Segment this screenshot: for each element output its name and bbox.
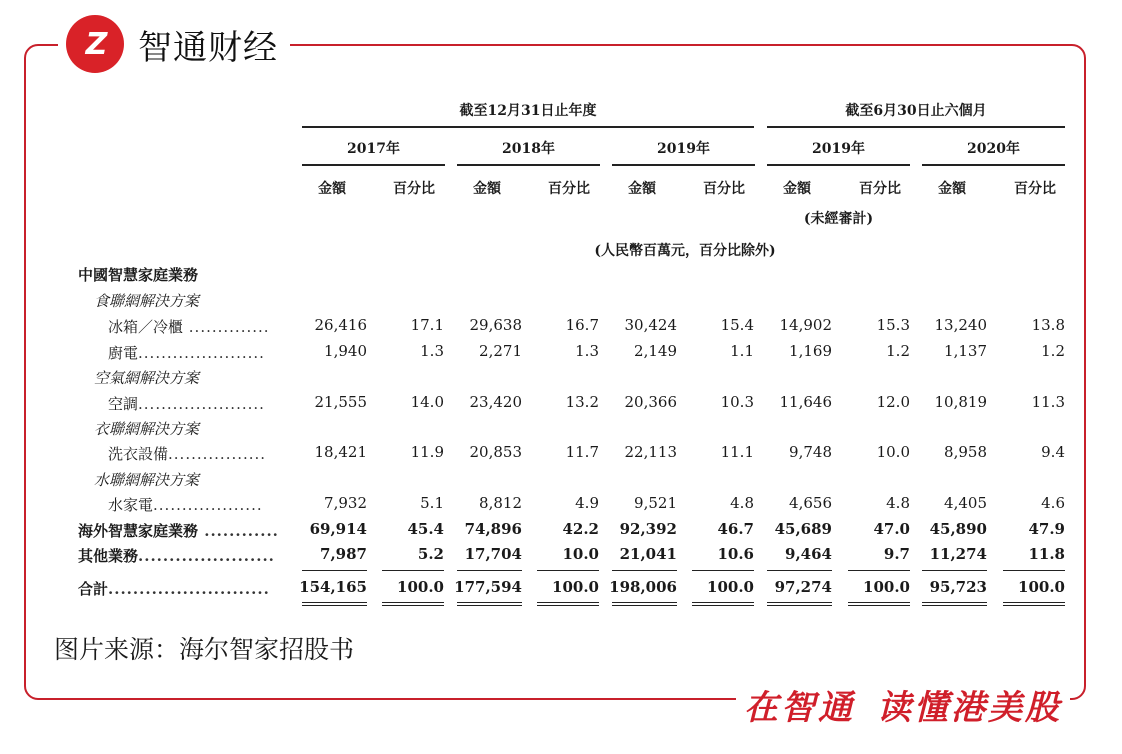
total-double-rule xyxy=(302,605,367,606)
total-rule xyxy=(612,602,677,603)
table-row xyxy=(78,443,1078,467)
row-label: 空氣網解決方案 xyxy=(94,369,200,387)
percent-header: 百分比 xyxy=(1014,181,1056,197)
amount-cell: 45,689 xyxy=(774,520,832,538)
table-row xyxy=(78,316,1078,340)
amount-cell: 29,638 xyxy=(469,316,522,334)
unaudited-note: (未經審計) xyxy=(803,211,874,227)
total-rule xyxy=(382,570,444,571)
total-double-rule xyxy=(382,605,444,606)
percent-cell: 13.2 xyxy=(565,393,599,411)
percent-cell: 11.7 xyxy=(565,443,599,461)
amount-cell: 23,420 xyxy=(469,393,522,411)
percent-cell: 10.3 xyxy=(720,393,754,411)
leader-dots: ................... xyxy=(153,496,263,514)
percent-cell: 4.8 xyxy=(886,494,910,512)
percent-cell: 11.3 xyxy=(1031,393,1065,411)
percent-cell: 100.0 xyxy=(1018,578,1065,596)
percent-cell: 9.7 xyxy=(883,545,910,563)
percent-cell: 16.7 xyxy=(565,316,599,334)
year-header: 2018年 xyxy=(502,141,555,157)
percent-cell: 15.3 xyxy=(876,316,910,334)
amount-cell: 69,914 xyxy=(309,520,367,538)
total-double-rule xyxy=(848,605,910,606)
percent-cell: 4.6 xyxy=(1041,494,1065,512)
total-rule xyxy=(382,602,444,603)
slogan xyxy=(736,680,1070,729)
amount-cell: 18,421 xyxy=(314,443,367,461)
row-label: 冰箱／冷櫃 .............. xyxy=(108,318,270,336)
amount-cell: 92,392 xyxy=(619,520,677,538)
total-double-rule xyxy=(922,605,987,606)
total-rule xyxy=(612,570,677,571)
percent-cell: 5.2 xyxy=(417,545,444,563)
percent-cell: 11.9 xyxy=(410,443,444,461)
row-label: 廚電...................... xyxy=(108,344,265,362)
header-rule-half xyxy=(767,126,1065,128)
table-row xyxy=(78,578,1078,602)
total-rule xyxy=(922,570,987,571)
total-double-rule xyxy=(1003,605,1065,606)
row-label: 水家電................... xyxy=(108,496,263,514)
amount-cell: 8,812 xyxy=(479,494,522,512)
header-group-half: 截至6月30日止六個月 xyxy=(845,103,987,119)
amount-cell: 1,940 xyxy=(324,342,367,360)
amount-cell: 10,819 xyxy=(934,393,987,411)
percent-cell: 10.0 xyxy=(876,443,910,461)
leader-dots: .......................... xyxy=(108,580,270,598)
percent-cell: 11.8 xyxy=(1028,545,1065,563)
total-double-rule xyxy=(767,605,832,606)
year-header-rule xyxy=(457,164,600,166)
year-header: 2020年 xyxy=(967,141,1020,157)
amount-cell: 13,240 xyxy=(934,316,987,334)
percent-cell: 12.0 xyxy=(876,393,910,411)
total-rule xyxy=(848,570,910,571)
percent-cell: 1.2 xyxy=(1041,342,1065,360)
percent-cell: 10.6 xyxy=(717,545,754,563)
leader-dots: .............. xyxy=(183,318,270,336)
amount-header: 金額 xyxy=(783,181,811,197)
amount-cell: 9,464 xyxy=(785,545,832,563)
row-label: 食聯網解決方案 xyxy=(94,292,200,310)
total-rule xyxy=(767,570,832,571)
total-rule xyxy=(922,602,987,603)
amount-cell: 9,521 xyxy=(634,494,677,512)
percent-cell: 1.3 xyxy=(420,342,444,360)
total-rule xyxy=(537,602,599,603)
year-header-rule xyxy=(767,164,910,166)
amount-cell: 14,902 xyxy=(779,316,832,334)
amount-cell: 74,896 xyxy=(464,520,522,538)
amount-cell: 26,416 xyxy=(314,316,367,334)
leader-dots: ...................... xyxy=(138,344,265,362)
percent-cell: 1.2 xyxy=(886,342,910,360)
total-rule xyxy=(767,602,832,603)
total-rule xyxy=(457,602,522,603)
row-label: 中國智慧家庭業務 xyxy=(78,266,199,284)
amount-cell: 20,853 xyxy=(469,443,522,461)
amount-cell: 30,424 xyxy=(624,316,677,334)
total-double-rule xyxy=(612,605,677,606)
percent-cell: 45.4 xyxy=(407,520,444,538)
amount-header: 金額 xyxy=(938,181,966,197)
percent-cell: 100.0 xyxy=(707,578,754,596)
total-rule xyxy=(457,570,522,571)
percent-cell: 1.3 xyxy=(575,342,599,360)
table-row xyxy=(78,342,1078,366)
year-header-rule xyxy=(612,164,755,166)
table-row xyxy=(78,494,1078,518)
amount-cell: 4,405 xyxy=(944,494,987,512)
amount-cell: 11,646 xyxy=(779,393,832,411)
year-header: 2019年 xyxy=(812,141,865,157)
table-row xyxy=(78,367,1078,391)
row-label: 衣聯網解決方案 xyxy=(94,420,200,438)
percent-cell: 100.0 xyxy=(397,578,444,596)
table-row xyxy=(78,264,1078,288)
percent-cell: 100.0 xyxy=(863,578,910,596)
leader-dots: ...................... xyxy=(138,547,275,565)
total-rule xyxy=(1003,602,1065,603)
amount-cell: 95,723 xyxy=(929,578,987,596)
percent-cell: 9.4 xyxy=(1041,443,1065,461)
row-label: 空調...................... xyxy=(108,395,265,413)
year-header: 2017年 xyxy=(347,141,400,157)
year-header-rule xyxy=(922,164,1065,166)
percent-cell: 11.1 xyxy=(720,443,754,461)
year-header: 2019年 xyxy=(657,141,710,157)
slogan-part2: 读懂港美股 xyxy=(877,688,1062,728)
total-rule xyxy=(302,570,367,571)
percent-cell: 4.9 xyxy=(575,494,599,512)
percent-header: 百分比 xyxy=(703,181,745,197)
amount-cell: 7,987 xyxy=(320,545,367,563)
brand-header xyxy=(58,6,290,82)
slogan-part1: 在智通 xyxy=(744,688,855,728)
percent-header: 百分比 xyxy=(548,181,590,197)
total-double-rule xyxy=(457,605,522,606)
percent-cell: 100.0 xyxy=(552,578,599,596)
amount-cell: 11,274 xyxy=(929,545,987,563)
amount-cell: 97,274 xyxy=(774,578,832,596)
leader-dots: ...................... xyxy=(138,395,265,413)
table-row xyxy=(78,418,1078,442)
amount-cell: 21,555 xyxy=(314,393,367,411)
row-label: 水聯網解決方案 xyxy=(94,471,200,489)
total-rule xyxy=(1003,570,1065,571)
row-label: 海外智慧家庭業務 ............ xyxy=(78,522,279,540)
amount-cell: 17,704 xyxy=(464,545,522,563)
table-row xyxy=(78,545,1078,569)
total-rule xyxy=(692,602,754,603)
percent-cell: 46.7 xyxy=(717,520,754,538)
leader-dots: ................. xyxy=(168,445,267,463)
source-caption: 图片来源：海尔智家招股书 xyxy=(54,635,355,664)
total-double-rule xyxy=(692,605,754,606)
percent-cell: 47.9 xyxy=(1028,520,1065,538)
amount-cell: 22,113 xyxy=(624,443,677,461)
total-rule xyxy=(302,602,367,603)
amount-cell: 177,594 xyxy=(454,578,522,596)
amount-cell: 154,165 xyxy=(299,578,367,596)
total-double-rule xyxy=(537,605,599,606)
amount-cell: 45,890 xyxy=(929,520,987,538)
table-row xyxy=(78,393,1078,417)
zhitong-logo-icon: Z xyxy=(66,15,124,73)
amount-cell: 2,271 xyxy=(479,342,522,360)
amount-cell: 198,006 xyxy=(609,578,677,596)
header-group-year: 截至12月31日止年度 xyxy=(459,103,597,119)
amount-cell: 9,748 xyxy=(789,443,832,461)
brand-name: 智通财经 xyxy=(138,27,278,68)
amount-cell: 20,366 xyxy=(624,393,677,411)
percent-cell: 42.2 xyxy=(562,520,599,538)
percent-cell: 1.1 xyxy=(730,342,754,360)
percent-cell: 47.0 xyxy=(873,520,910,538)
row-label: 合計.......................... xyxy=(78,580,270,598)
total-rule xyxy=(692,570,754,571)
unit-note: (人民幣百萬元，百分比除外) xyxy=(594,243,776,259)
amount-header: 金額 xyxy=(473,181,501,197)
percent-cell: 17.1 xyxy=(410,316,444,334)
percent-cell: 5.1 xyxy=(420,494,444,512)
total-rule xyxy=(537,570,599,571)
row-label: 其他業務...................... xyxy=(78,547,275,565)
amount-cell: 8,958 xyxy=(944,443,987,461)
percent-cell: 14.0 xyxy=(410,393,444,411)
table-row xyxy=(78,520,1078,544)
percent-cell: 4.8 xyxy=(730,494,754,512)
row-label: 洗衣設備................. xyxy=(108,445,267,463)
amount-cell: 1,169 xyxy=(789,342,832,360)
table-row xyxy=(78,469,1078,493)
leader-dots: ............ xyxy=(198,522,279,540)
amount-header: 金額 xyxy=(628,181,656,197)
total-rule xyxy=(848,602,910,603)
percent-header: 百分比 xyxy=(393,181,435,197)
percent-cell: 13.8 xyxy=(1031,316,1065,334)
amount-cell: 4,656 xyxy=(789,494,832,512)
amount-cell: 2,149 xyxy=(634,342,677,360)
year-header-rule xyxy=(302,164,445,166)
amount-header: 金額 xyxy=(318,181,346,197)
amount-cell: 21,041 xyxy=(619,545,677,563)
percent-cell: 15.4 xyxy=(720,316,754,334)
percent-cell: 10.0 xyxy=(562,545,599,563)
header-rule-year xyxy=(302,126,754,128)
table-row xyxy=(78,290,1078,314)
amount-cell: 7,932 xyxy=(324,494,367,512)
percent-header: 百分比 xyxy=(859,181,901,197)
amount-cell: 1,137 xyxy=(944,342,987,360)
